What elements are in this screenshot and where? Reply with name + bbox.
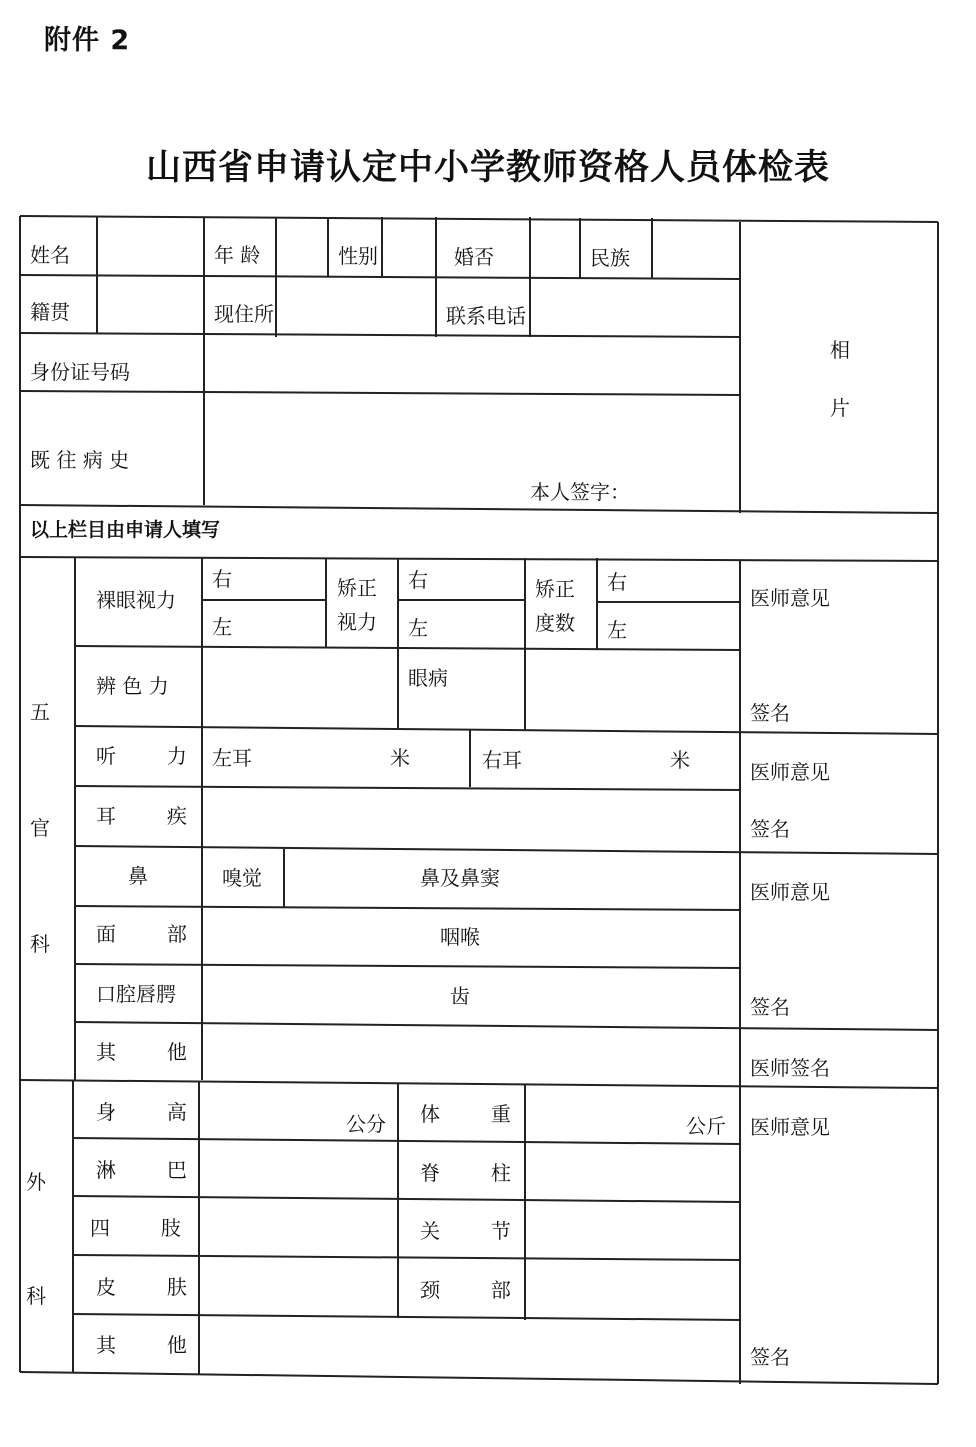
skin-label: 皮 肤 <box>96 1275 187 1299</box>
spine-label: 脊 柱 <box>420 1161 511 1185</box>
right-ear-label: 右耳 <box>482 748 522 772</box>
eye-disease-label: 眼病 <box>408 666 448 690</box>
doctor-signature-label: 医师签名 <box>750 1056 830 1080</box>
eye-doctor-opinion: 医师意见 <box>750 586 830 610</box>
throat-label: 咽喉 <box>440 925 480 949</box>
marital-label: 婚否 <box>454 245 494 269</box>
corrected-vision-label-1: 矫正 <box>337 576 377 600</box>
corrected-degree-label-1: 矫正 <box>535 577 575 601</box>
face-label: 面 部 <box>96 922 187 946</box>
photo-label-2: 片 <box>830 396 850 420</box>
lymph-label: 淋 巴 <box>96 1158 187 1182</box>
naked-vision-label: 裸眼视力 <box>96 588 176 612</box>
age-label: 年 龄 <box>214 243 261 267</box>
height-unit: 公分 <box>346 1112 386 1136</box>
surgery-label-1: 外 <box>26 1170 46 1194</box>
corrected-left-label: 左 <box>408 616 428 640</box>
degree-right-label: 右 <box>607 570 627 594</box>
height-label: 身 高 <box>96 1100 187 1124</box>
nasal-sinus-label: 鼻及鼻窦 <box>420 866 500 890</box>
limbs-label: 四 肢 <box>90 1216 181 1240</box>
corrected-right-label: 右 <box>408 568 428 592</box>
ethnicity-label: 民族 <box>590 246 630 270</box>
self-signature-label: 本人签字： <box>530 480 630 504</box>
neck-label: 颈 部 <box>420 1278 511 1302</box>
facial-label-2: 官 <box>30 816 50 840</box>
weight-label: 体 重 <box>420 1102 511 1126</box>
name-label: 姓名 <box>30 243 70 267</box>
degree-left-label: 左 <box>607 618 627 642</box>
facial-label-1: 五 <box>30 700 50 724</box>
left-ear-unit: 米 <box>390 746 410 770</box>
smell-label: 嗅觉 <box>222 866 262 890</box>
address-label: 现住所 <box>214 302 274 326</box>
surgery-signature-label: 签名 <box>750 1345 790 1369</box>
corrected-vision-label-2: 视力 <box>337 610 377 634</box>
photo-label-1: 相 <box>830 338 850 362</box>
naked-right-label: 右 <box>212 567 232 591</box>
oral-label: 口腔唇腭 <box>96 982 176 1006</box>
annex-label: 附件 2 <box>44 25 131 56</box>
ent-doctor-opinion: 医师意见 <box>750 880 830 904</box>
eye-signature-label: 签名 <box>750 701 790 725</box>
surgery-label-2: 科 <box>26 1284 46 1308</box>
id-number-label: 身份证号码 <box>30 360 130 384</box>
ear-signature-label: 签名 <box>750 817 790 841</box>
facial-others-label: 其 他 <box>96 1040 187 1064</box>
corrected-degree-label-2: 度数 <box>535 611 575 635</box>
color-vision-label: 辨 色 力 <box>96 674 169 698</box>
phone-label: 联系电话 <box>446 304 526 328</box>
right-ear-unit: 米 <box>670 748 690 772</box>
page-title: 山西省申请认定中小学教师资格人员体检表 <box>145 147 830 188</box>
medical-history-label: 既 往 病 史 <box>30 448 130 472</box>
teeth-label: 齿 <box>450 984 470 1008</box>
surgery-others-label: 其 他 <box>96 1333 187 1357</box>
nose-label: 鼻 <box>128 864 148 888</box>
applicant-note: 以上栏目由申请人填写 <box>30 519 221 541</box>
ear-doctor-opinion: 医师意见 <box>750 760 830 784</box>
left-ear-label: 左耳 <box>212 746 252 770</box>
facial-label-3: 科 <box>30 932 50 956</box>
ear-disease-label: 耳 疾 <box>96 804 187 828</box>
naked-left-label: 左 <box>212 615 232 639</box>
hearing-label: 听 力 <box>96 744 187 768</box>
weight-unit: 公斤 <box>686 1114 726 1138</box>
native-place-label: 籍贯 <box>30 300 70 324</box>
gender-label: 性别 <box>338 244 378 268</box>
surgery-doctor-opinion: 医师意见 <box>750 1115 830 1139</box>
ent-signature-label: 签名 <box>750 995 790 1019</box>
joints-label: 关 节 <box>420 1219 511 1243</box>
